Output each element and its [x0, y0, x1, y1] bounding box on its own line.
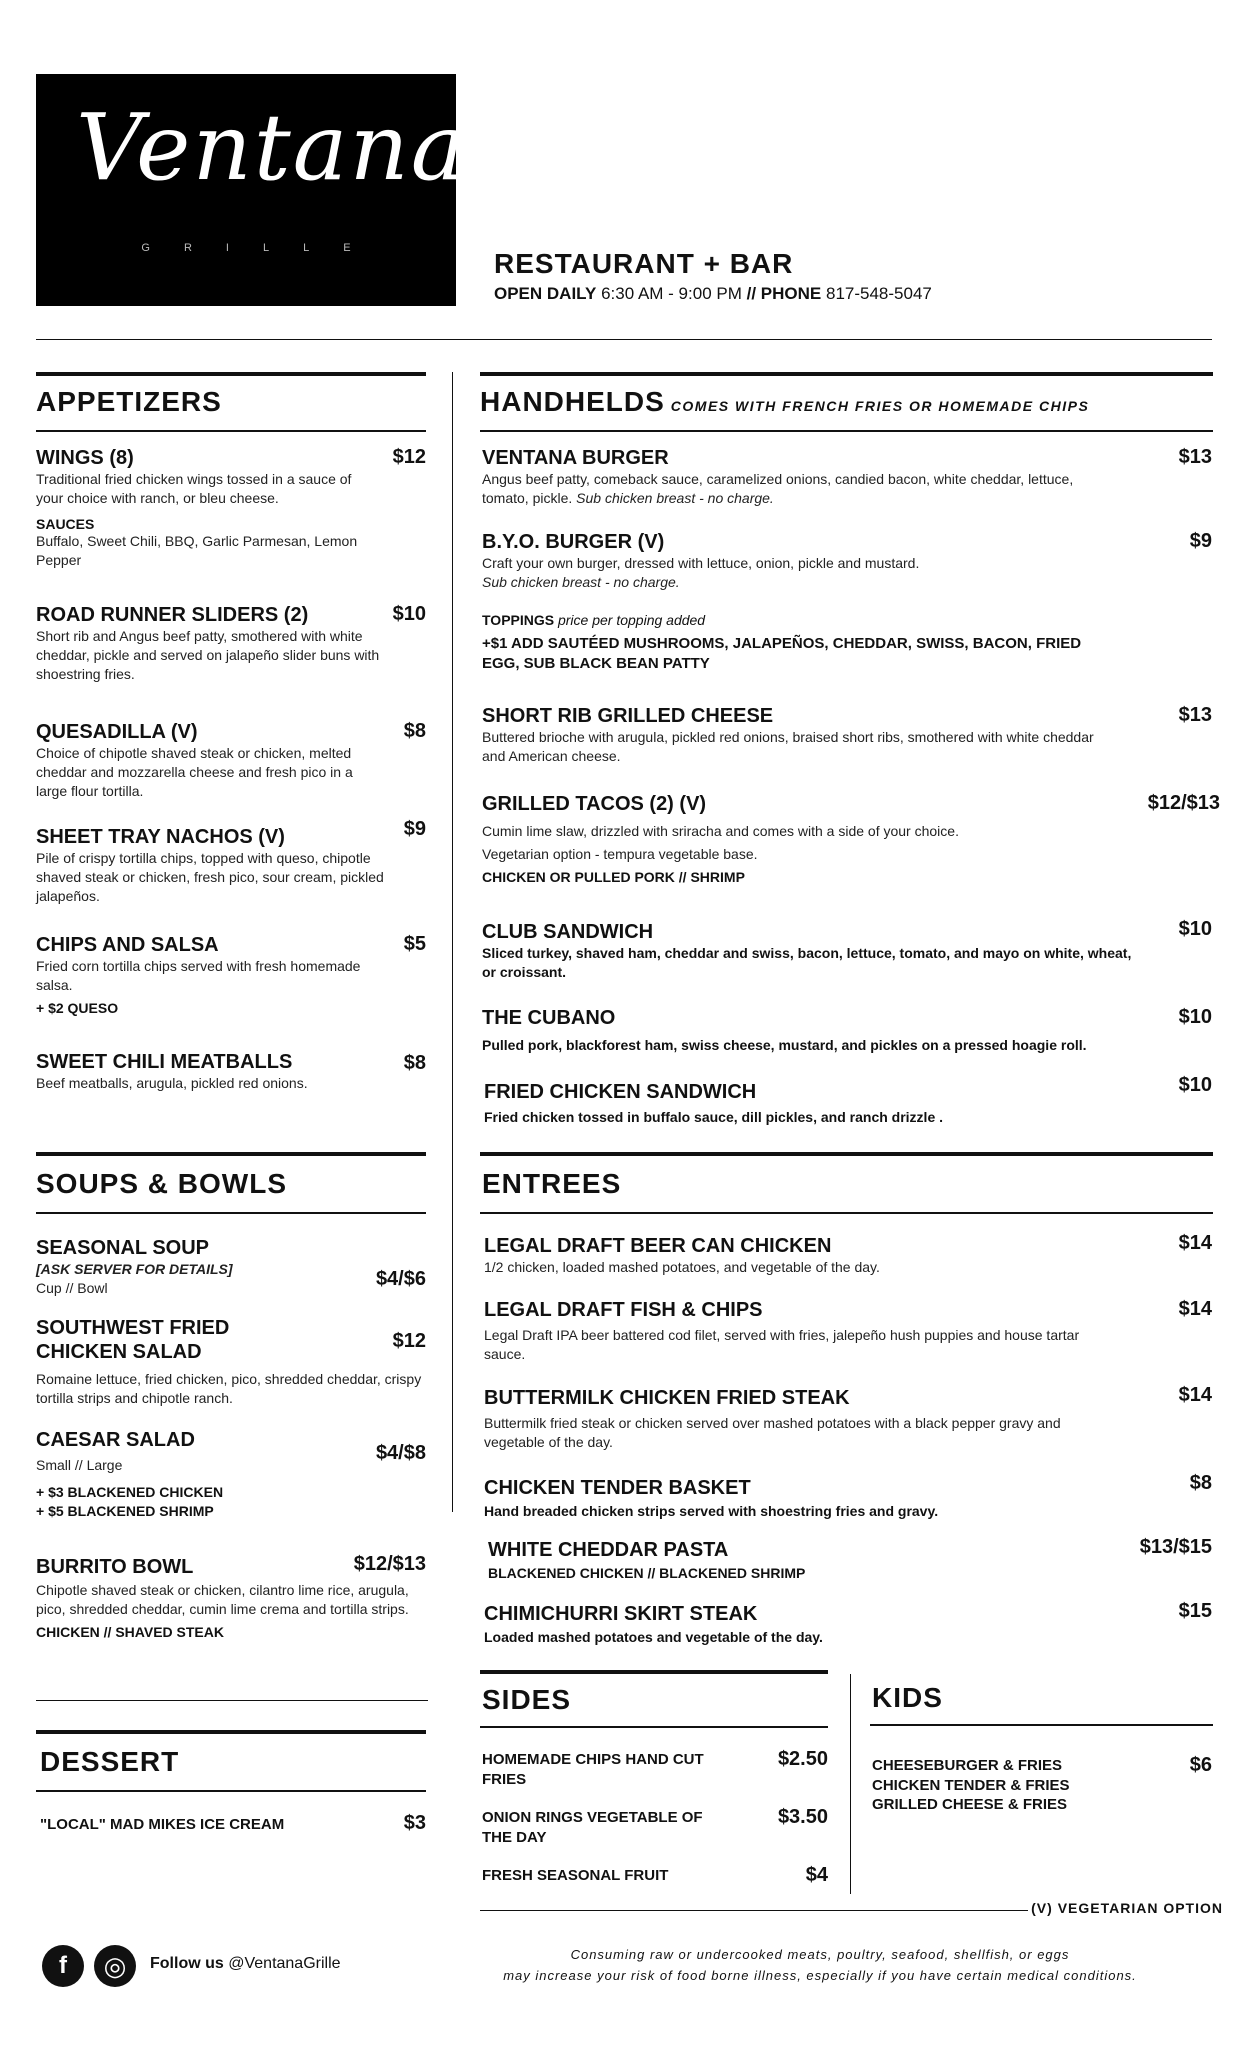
item-name: CHIPS AND SALSA — [36, 934, 219, 956]
item-note: Sub chicken breast - no charge. — [482, 573, 680, 590]
menu-item-seasonal-soup — [36, 1236, 366, 1298]
item-price: $13 — [1178, 446, 1212, 468]
item-name: BURRITO BOWL — [36, 1556, 194, 1578]
item-name: WHITE CHEDDAR PASTA — [488, 1539, 729, 1561]
item-desc: Pile of crispy tortilla chips, topped with queso, chipotle shaved steak or chicken, fresh pico, sour cream, pickled jalapeños. — [36, 850, 384, 904]
item-desc: Buttermilk fried steak or chicken served over mashed potatoes with a black pepper gravy and vegetable of the day. — [484, 1415, 1061, 1450]
item-price: $10 — [392, 603, 426, 625]
item-price: $9 — [1189, 530, 1212, 552]
item-desc: Fried chicken tossed in buffalo sauce, dill pickles, and ranch drizzle . — [484, 1109, 944, 1125]
item-name: B.Y.O. BURGER (V) — [482, 531, 665, 553]
kids-item: CHICKEN TENDER & FRIES — [872, 1776, 1070, 1794]
sides-rule-bottom — [480, 1726, 828, 1728]
item-name: QUESADILLA (V) — [36, 721, 198, 743]
item-name: CAESAR SALAD — [36, 1429, 195, 1451]
sauces-list: Buffalo, Sweet Chili, BBQ, Garlic Parmesan, Lemon Pepper — [36, 532, 358, 568]
soups-end-divider — [36, 1700, 428, 1701]
column-divider — [452, 372, 453, 1512]
menu-item-wings — [36, 446, 376, 570]
dessert-rule-bottom — [36, 1790, 426, 1792]
item-desc: Cup // Bowl — [36, 1279, 108, 1296]
handhelds-title — [480, 386, 1089, 418]
item-desc: Legal Draft IPA beer battered cod filet, served with fries, jalepeño hush puppies and house tartar sauce. — [484, 1327, 1080, 1362]
menu-item-club-sandwich — [482, 920, 1142, 982]
dessert-rule-top — [36, 1730, 426, 1734]
item-name: FRESH SEASONAL FRUIT — [482, 1867, 669, 1884]
menu-item-white-cheddar-pasta — [488, 1538, 1108, 1583]
item-addon: + $2 QUESO — [36, 999, 119, 1016]
menu-item-skirt-steak — [484, 1602, 1104, 1647]
handhelds-rule-top — [480, 372, 1213, 376]
item-note: [ASK SERVER FOR DETAILS] — [36, 1261, 233, 1277]
item-price: $14 — [1178, 1232, 1212, 1254]
menu-item-ice-cream — [40, 1815, 340, 1835]
item-name: SEASONAL SOUP — [36, 1237, 209, 1259]
item-desc: Beef meatballs, arugula, pickled red onions. — [36, 1075, 308, 1091]
item-price: $14 — [1178, 1298, 1212, 1320]
item-price: $8 — [403, 1052, 426, 1074]
sides-kids-divider — [850, 1674, 851, 1894]
disclaimer-line: may increase your risk of food borne illness, especially if you have certain medical conditions. — [503, 1967, 1137, 1983]
menu-item-beer-can-chicken — [484, 1234, 1104, 1277]
dessert-title: DESSERT — [40, 1746, 180, 1777]
item-desc: Cumin lime slaw, drizzled with sriracha and comes with a side of your choice. — [482, 823, 959, 839]
entrees-rule-bottom — [480, 1212, 1213, 1214]
facebook-icon[interactable]: f — [42, 1945, 84, 1987]
appetizers-title: APPETIZERS — [36, 386, 222, 417]
item-name: WINGS (8) — [36, 447, 134, 469]
item-price: $10 — [1178, 1006, 1212, 1028]
follow-label: Follow us — [150, 1955, 224, 1972]
kids-title: KIDS — [872, 1682, 943, 1713]
item-options: CHICKEN OR PULLED PORK // SHRIMP — [482, 868, 745, 885]
toppings-label: TOPPINGS — [482, 612, 555, 628]
handhelds-rule-bottom — [480, 430, 1213, 432]
toppings-label-line — [482, 612, 1102, 628]
instagram-icon[interactable]: ◎ — [94, 1945, 136, 1987]
toppings-list: +$1 ADD SAUTÉED MUSHROOMS, JALAPEÑOS, CHEDDAR, SWISS, BACON, FRIED EGG, SUB BLACK BEAN PATTY — [482, 635, 1082, 673]
item-price: $12 — [392, 446, 426, 468]
disclaimer-line: Consuming raw or undercooked meats, poultry, seafood, shellfish, or eggs — [570, 1947, 1070, 1962]
item-price: $4/$6 — [375, 1268, 426, 1290]
entrees-title: ENTREES — [482, 1168, 622, 1199]
item-name: SHEET TRAY NACHOS (V) — [36, 826, 285, 848]
item-name: SWEET CHILI MEATBALLS — [36, 1051, 293, 1073]
item-name: "LOCAL" MAD MIKES ICE CREAM — [40, 1816, 285, 1833]
appetizers-rule-top — [36, 372, 426, 376]
toppings-block — [482, 612, 1102, 675]
menu-item-ventana-burger — [482, 446, 1102, 508]
item-name: LEGAL DRAFT BEER CAN CHICKEN — [484, 1235, 832, 1257]
item-price: $10 — [1178, 1074, 1212, 1096]
item-desc: Craft your own burger, dressed with lettuce, onion, pickle and mustard. — [482, 555, 920, 571]
restaurant-title: RESTAURANT + BAR — [494, 248, 794, 279]
item-name: GRILLED TACOS (2) (V) — [482, 793, 707, 815]
hours-line — [494, 284, 932, 304]
soups-title: SOUPS & BOWLS — [36, 1168, 288, 1199]
item-desc: Fried corn tortilla chips served with fresh homemade salsa. — [36, 958, 361, 993]
item-price: $12/$13 — [353, 1553, 426, 1575]
handhelds-subtitle: COMES WITH FRENCH FRIES OR HOMEMADE CHIPS — [670, 398, 1090, 414]
kids-price: $6 — [1189, 1754, 1212, 1776]
side-item — [482, 1808, 712, 1847]
open-label: OPEN DAILY — [494, 284, 597, 303]
item-price: $3 — [403, 1812, 426, 1834]
handhelds-heading: HANDHELDS — [480, 386, 665, 417]
item-name: VENTANA BURGER — [482, 447, 669, 469]
item-desc-text: Angus beef patty, comeback sauce, caramelized onions, candied bacon, white cheddar, lettuce, tomato, pickle. — [482, 471, 1074, 506]
item-price: $5 — [403, 933, 426, 955]
item-desc: Sliced turkey, shaved ham, cheddar and swiss, bacon, lettuce, tomato, and mayo on white, wheat, or croissant. — [482, 945, 1132, 980]
item-name: HOMEMADE CHIPS HAND CUT FRIES — [482, 1751, 704, 1788]
item-desc — [482, 470, 1102, 508]
item-price: $2.50 — [777, 1748, 828, 1770]
item-price: $15 — [1178, 1600, 1212, 1622]
item-price: $4/$8 — [375, 1442, 426, 1464]
item-name: BUTTERMILK CHICKEN FRIED STEAK — [484, 1387, 850, 1409]
kids-items — [872, 1756, 1112, 1815]
kids-item: GRILLED CHEESE & FRIES — [872, 1796, 1068, 1813]
toppings-note: price per topping added — [557, 612, 706, 628]
item-desc: Choice of chipotle shaved steak or chicken, melted cheddar and mozzarella cheese and fresh pico in a large flour tortilla. — [36, 745, 353, 799]
side-item — [482, 1750, 712, 1789]
item-desc: Pulled pork, blackforest ham, swiss cheese, mustard, and pickles on a pressed hoagie roll. — [482, 1037, 1087, 1053]
menu-item-chicken-fried-steak — [484, 1386, 1124, 1452]
item-price: $8 — [403, 720, 426, 742]
item-price: $12 — [392, 1330, 426, 1352]
health-disclaimer — [470, 1945, 1170, 1987]
footer-rule — [480, 1910, 1028, 1911]
menu-item-short-rib-grilled-cheese — [482, 704, 1102, 766]
item-price: $8 — [1189, 1472, 1212, 1494]
item-desc: Hand breaded chicken strips served with shoestring fries and gravy. — [484, 1503, 939, 1519]
logo-subtitle: GRILLE — [141, 242, 385, 254]
item-name: CHIMICHURRI SKIRT STEAK — [484, 1603, 758, 1625]
follow-line — [150, 1955, 341, 1973]
item-name: CLUB SANDWICH — [482, 921, 654, 943]
item-name: SOUTHWEST FRIED CHICKEN SALAD — [36, 1317, 230, 1363]
item-desc: Traditional fried chicken wings tossed in a sauce of your choice with ranch, or bleu cheese. — [36, 471, 352, 506]
item-name: CHICKEN TENDER BASKET — [484, 1477, 751, 1499]
item-price: $12/$13 — [1147, 792, 1220, 814]
item-price: $13 — [1178, 704, 1212, 726]
item-name: THE CUBANO — [482, 1007, 616, 1029]
item-desc: Romaine lettuce, fried chicken, pico, shredded cheddar, crispy tortilla strips and chipotle ranch. — [36, 1371, 422, 1406]
item-note: Vegetarian option - tempura vegetable base. — [482, 845, 758, 862]
menu-item-cubano — [482, 1006, 1142, 1055]
vegetarian-note: (V) VEGETARIAN OPTION — [1031, 1900, 1223, 1916]
menu-item-fish-chips — [484, 1298, 1104, 1364]
item-addon: + $5 BLACKENED SHRIMP — [36, 1502, 214, 1519]
menu-item-chips-salsa — [36, 933, 376, 1018]
sauces-label: SAUCES — [36, 515, 95, 532]
soups-rule-bottom — [36, 1212, 426, 1214]
item-name: ONION RINGS VEGETABLE OF THE DAY — [482, 1809, 703, 1846]
phone-label: PHONE — [760, 284, 822, 303]
entrees-rule-top — [480, 1152, 1213, 1156]
soups-rule-top — [36, 1152, 426, 1156]
item-desc: 1/2 chicken, loaded mashed potatoes, and vegetable of the day. — [484, 1259, 880, 1275]
item-price: $13/$15 — [1139, 1536, 1212, 1558]
kids-rule-bottom — [870, 1724, 1213, 1726]
logo-script: Ventana — [76, 94, 468, 201]
phone-number[interactable]: 817-548-5047 — [826, 284, 932, 303]
item-desc: Buttered brioche with arugula, pickled red onions, braised short ribs, smothered with white cheddar and American cheese. — [482, 729, 1094, 764]
menu-item-fried-chicken-sandwich — [484, 1080, 1144, 1127]
item-name: ROAD RUNNER SLIDERS (2) — [36, 604, 309, 626]
item-desc: Chipotle shaved steak or chicken, cilantro lime rice, arugula, pico, shredded cheddar, cumin lime crema and tortilla strips. — [36, 1582, 409, 1617]
kids-item: CHEESEBURGER & FRIES — [872, 1757, 1063, 1774]
sides-rule-top — [480, 1670, 828, 1674]
menu-item-chicken-tender-basket — [484, 1476, 1124, 1521]
item-addon: + $3 BLACKENED CHICKEN — [36, 1483, 224, 1500]
item-price: $10 — [1178, 918, 1212, 940]
item-name: FRIED CHICKEN SANDWICH — [484, 1081, 757, 1103]
item-price: $3.50 — [777, 1806, 828, 1828]
social-handle[interactable]: @VentanaGrille — [228, 1955, 341, 1972]
item-desc: Small // Large — [36, 1457, 123, 1473]
separator: // — [746, 284, 757, 303]
logo — [36, 74, 468, 306]
item-desc: Short rib and Angus beef patty, smothered with white cheddar, pickle and served on jalapeño slider buns with shoestring fries. — [36, 628, 380, 682]
header-divider — [36, 339, 1212, 340]
item-options: BLACKENED CHICKEN // BLACKENED SHRIMP — [488, 1565, 806, 1581]
item-name: LEGAL DRAFT FISH & CHIPS — [484, 1299, 763, 1321]
hours: 6:30 AM - 9:00 PM — [601, 284, 742, 303]
item-price: $14 — [1178, 1384, 1212, 1406]
item-note: Sub chicken breast - no charge. — [576, 489, 774, 506]
side-item — [482, 1866, 712, 1886]
menu-item-caesar-salad — [36, 1428, 366, 1521]
item-desc: Loaded mashed potatoes and vegetable of the day. — [484, 1629, 823, 1645]
item-price: $9 — [403, 818, 426, 840]
appetizers-rule-bottom — [36, 430, 426, 432]
item-options: CHICKEN // SHAVED STEAK — [36, 1623, 224, 1640]
item-name: SHORT RIB GRILLED CHEESE — [482, 705, 774, 727]
item-price: $4 — [805, 1864, 828, 1886]
menu-item-grilled-tacos — [482, 792, 1102, 887]
sides-title: SIDES — [482, 1684, 572, 1715]
menu-item-byo-burger — [482, 530, 1102, 592]
